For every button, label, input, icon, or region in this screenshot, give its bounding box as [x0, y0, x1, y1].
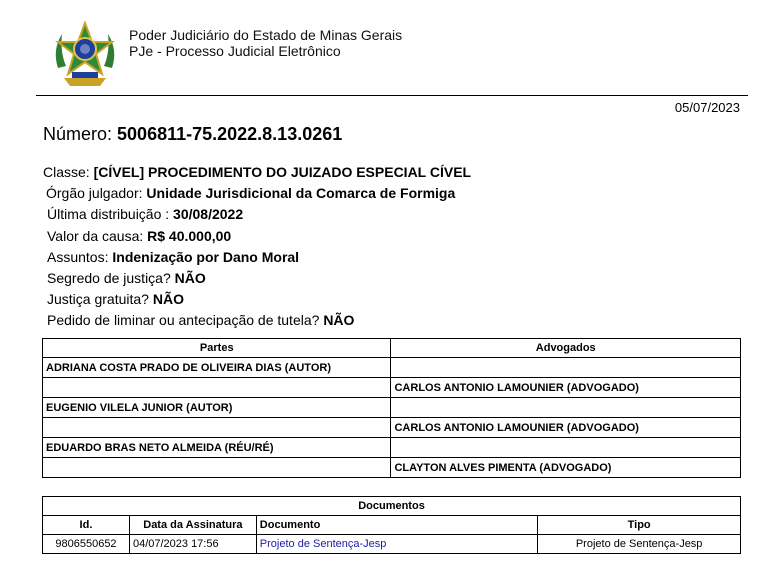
field-assuntos: Assuntos: Indenização por Dano Moral — [47, 248, 300, 265]
table-row — [43, 438, 741, 458]
document-signature-date: 04/07/2023 17:56 — [129, 535, 256, 554]
lawyer-cell: CARLOS ANTONIO LAMOUNIER (ADVOGADO) — [391, 378, 741, 398]
header-documento: Documento — [256, 516, 538, 535]
table-row — [43, 378, 741, 398]
header-data-assinatura: Data da Assinatura — [129, 516, 256, 535]
table-row — [43, 535, 741, 554]
lawyer-cell — [391, 398, 741, 418]
party-cell: ADRIANA COSTA PRADO DE OLIVEIRA DIAS (AUTOR) — [43, 358, 391, 378]
field-justica-gratuita: Justiça gratuita? NÃO — [47, 291, 184, 308]
header-tipo: Tipo — [538, 516, 741, 535]
organization-header — [129, 27, 402, 59]
table-row — [43, 398, 741, 418]
org-line-1: Poder Judiciário do Estado de Minas Gerais — [129, 27, 403, 43]
table-header-row — [43, 339, 741, 358]
lawyer-cell: CARLOS ANTONIO LAMOUNIER (ADVOGADO) — [391, 418, 741, 438]
party-cell — [43, 418, 391, 438]
field-ultima-distribuicao: Última distribuição : 30/08/2022 — [47, 206, 244, 223]
documents-title: Documentos — [43, 497, 741, 516]
party-cell — [43, 458, 391, 478]
process-fields — [43, 163, 471, 333]
party-cell: EUGENIO VILELA JUNIOR (AUTOR) — [43, 398, 391, 418]
lawyer-cell — [391, 438, 741, 458]
parties-table — [42, 338, 741, 478]
party-cell: EDUARDO BRAS NETO ALMEIDA (RÉU/RÉ) — [43, 438, 391, 458]
header-divider — [36, 95, 748, 96]
header-id: Id. — [43, 516, 130, 535]
process-number-value: 5006811-75.2022.8.13.0261 — [117, 124, 343, 144]
field-segredo-justica: Segredo de justiça? NÃO — [47, 269, 206, 286]
header-partes: Partes — [43, 339, 391, 358]
table-row — [43, 358, 741, 378]
table-row — [43, 418, 741, 438]
org-line-2: PJe - Processo Judicial Eletrônico — [129, 43, 341, 59]
documents-title-row — [43, 497, 741, 516]
documents-table — [42, 496, 741, 554]
header-advogados: Advogados — [391, 339, 741, 358]
table-header-row — [43, 516, 741, 535]
document-id: 9806550652 — [43, 535, 130, 554]
table-row — [43, 458, 741, 478]
lawyer-cell: CLAYTON ALVES PIMENTA (ADVOGADO) — [391, 458, 741, 478]
process-number-label: Número: — [43, 124, 118, 144]
field-classe: Classe: [CÍVEL] PROCEDIMENTO DO JUIZADO ESPECIAL CÍVEL — [43, 164, 472, 180]
field-pedido-liminar: Pedido de liminar ou antecipação de tutela? NÃO — [47, 312, 355, 329]
lawyer-cell — [391, 358, 741, 378]
brazil-coat-of-arms-icon — [50, 20, 120, 90]
document-link[interactable]: Projeto de Sentença-Jesp — [256, 535, 538, 554]
document-date: 05/07/2023 — [674, 100, 740, 115]
process-number — [43, 124, 342, 145]
party-cell — [43, 378, 391, 398]
field-orgao-julgador: Órgão julgador: Unidade Jurisdicional da Comarca de Formiga — [46, 185, 456, 202]
field-valor-causa: Valor da causa: R$ 40.000,00 — [47, 227, 232, 244]
document-type: Projeto de Sentença-Jesp — [538, 535, 741, 554]
